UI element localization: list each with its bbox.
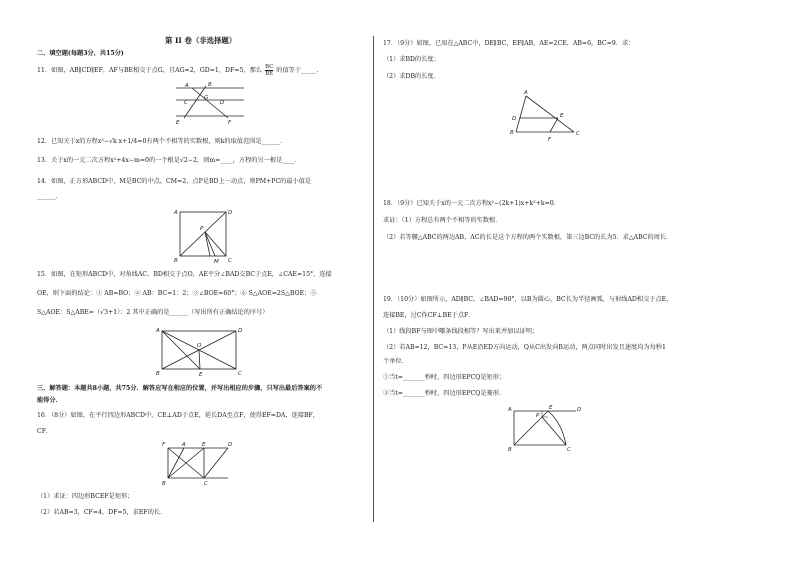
label-B: B (510, 130, 514, 136)
label-P: P (200, 226, 204, 232)
question-15-line2: OE，则下面的结论：① AB=BO；② AB：BC=1：2；③∠BOE=60°；④ S△AOE=2S△BOE；⑤ (37, 290, 317, 297)
label-M: M (214, 259, 219, 265)
question-14-line2: ______． (37, 193, 62, 200)
question-13: 13．关于x的一元二次方程x²+4x−m=0的一个根是√2−2，则m=____，方程的另一根是____． (37, 157, 301, 164)
label-A: A (508, 407, 512, 413)
label-A: A (174, 210, 178, 216)
column-divider (373, 36, 374, 522)
label-P: P (536, 413, 540, 419)
label-D: D (577, 407, 582, 413)
label-D: D (228, 210, 233, 216)
question-15-line3: S△AOE：S△ABE=（√3+1）：2 其中正确的是______（写出所有正确结论的序号） (37, 309, 269, 316)
label-A: A (185, 83, 189, 89)
section-title: 第 II 卷（非选择题） (165, 36, 237, 45)
figure-19 (506, 403, 586, 455)
figure-17 (508, 88, 586, 146)
figure-14 (172, 206, 234, 264)
label-G: G (204, 95, 209, 101)
label-B: B (162, 481, 166, 487)
question-16-line1: 16．（8分）如图，在平行四边形ABCD中，CE⊥AD于点E，延长DA至点F，使得EF=DA，连接BF， (37, 412, 319, 419)
label-E: E (560, 113, 564, 119)
label-F: F (548, 137, 552, 143)
label-E: E (176, 120, 180, 126)
question-17: 17．（9分）如图，已知在△ABC中，DE∥BC，EF∥AB，AE=2CE，AB=6，BC=9．求： (383, 40, 635, 47)
question-14-line1: 14．如图，正方形ABCD中，M是BC的中点，CM=2，点P是BD上一动点，则PM+PC的最小值是 (37, 178, 312, 185)
label-C: C (567, 447, 571, 453)
label-F: F (162, 442, 166, 448)
label-B: B (174, 258, 178, 264)
fraction-bc-be: $\frac{BC}{BE}$ (264, 64, 274, 77)
label-C: C (228, 258, 232, 264)
label-D: D (512, 116, 517, 122)
section-3-heading-line2: 能得分． (37, 397, 62, 404)
label-D: D (220, 100, 225, 106)
question-19-line1: 19．（10分）如图所示，AD∥BC，∠BAD=90°，以B为圆心，BC长为半径画弧，与射线AD相交于点E， (383, 296, 673, 303)
label-C: C (184, 100, 188, 106)
label-A: A (182, 442, 186, 448)
figure-16 (160, 440, 236, 486)
question-18-part1: 求证：（1）方程总有两个不相等的实数根． (383, 217, 502, 224)
label-A: A (524, 90, 528, 96)
label-E: E (202, 442, 206, 448)
label-F: F (228, 120, 232, 126)
question-16-part2: （2）若AB=3，CF=4，DF=5，求EF的长． (37, 509, 167, 516)
label-B: B (156, 371, 160, 377)
figure-15 (156, 325, 242, 377)
label-O: O (197, 343, 202, 349)
question-16-part1: （1）求证：四边形BCEF是矩形； (37, 493, 134, 500)
question-17-part1: （1）求BD的长度； (383, 56, 440, 63)
label-B: B (508, 447, 512, 453)
label-C: C (204, 481, 208, 487)
question-19-part2-line2: 个单位． (383, 358, 408, 365)
section-2-heading: 二、填空题(每题3分，共15分) (37, 50, 124, 57)
question-16-line2: CF． (37, 428, 53, 435)
question-19-sub1: ①当t=_______秒时，四边形EPCQ是矩形； (383, 374, 506, 381)
question-19-sub2: ②当t=_______秒时，四边形EPCQ是菱形． (383, 390, 506, 397)
label-A: A (156, 328, 160, 334)
question-18: 18．（9分）已知关于x的一元二次方程x²−(2k+1)x+k²+k=0． (383, 200, 560, 207)
label-E: E (549, 405, 553, 411)
label-D: D (228, 442, 233, 448)
question-19-part1: （1）线段BF与图中哪条线段相等？写出来并加以证明； (383, 328, 539, 335)
label-E: E (199, 372, 203, 378)
question-15-line1: 15．如图，在矩形ABCD中，对角线AC、BD相交于点O，AE平分∠BAD交BC于点E，∠CAE=15°，连接 (37, 271, 332, 278)
section-3-heading-line1: 三、解答题：本题共8小题，共75分．解答应写在相应的位置，并写出相应的步骤，只写出最后答案的不 (37, 385, 323, 392)
label-C: C (576, 131, 580, 137)
label-C: C (238, 371, 242, 377)
label-B: B (208, 82, 212, 88)
question-19-part2-line1: （2）若AB=12，BC=13，P从E沿ED方向运动，Q从C出发向B运动，两点同时出发且速度均为每秒1 (383, 344, 666, 351)
question-12: 12．已知关于x的方程x²−√k x+1/4=0有两个不相等的实数根，则k的取值范围是______． (37, 138, 287, 145)
question-18-part2: （2）若等腰△ABC的两边AB，AC的长是这个方程的两个实数根，第三边BC的长为5．求△ABC的周长． (383, 234, 673, 241)
question-11: 11．如图，AB∥CD∥EF，AF与BE相交于点G，且AG=2，GD=1，DF=5，那么 $\frac{BC}{BE}$ 的值等于_____． (37, 64, 323, 77)
figure-11 (170, 78, 250, 126)
question-19-line2: 连接BE，过C作CF⊥BE于点F． (383, 312, 475, 319)
question-17-part2: （2）求DB的长度． (383, 73, 440, 80)
label-D: D (238, 328, 243, 334)
